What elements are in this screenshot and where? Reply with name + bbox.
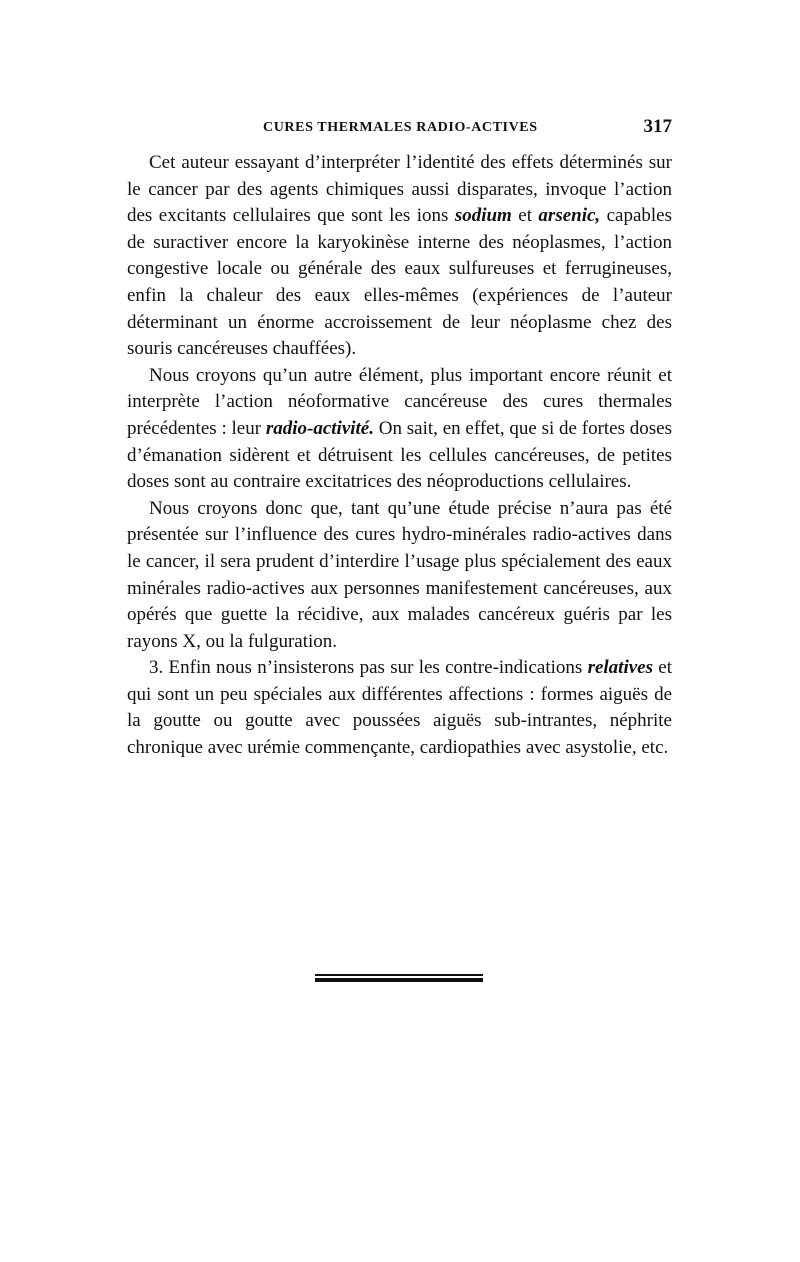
text-segment: capables de suractiver encore la karyokinèse interne des néoplasmes, l’action congestive locale ou générale des eaux sulfureuses et ferrugineuses, enfin la chaleur des eaux elles-mêmes (expériences de l’auteur déterminant un énorme accroissement de leur néoplasme chez des souris cancéreuses chauffées). [127,205,673,360]
text-segment: et [511,205,539,227]
text-segment: 3. Enfin nous n’insisterons pas sur les contre-indications [149,657,588,679]
paragraph-1 [127,150,672,363]
italic-term: arsenic, [538,205,601,227]
paragraph-4 [127,655,672,761]
body-text [127,150,672,762]
italic-term: sodium [454,205,512,227]
end-rule-thin [315,974,483,976]
paragraph-3 [127,496,672,656]
text-segment: Nous croyons qu’un autre élément, plus important encore réunit et interprète l’action néoformative cancéreuse des cures thermales précédentes : leur [127,364,672,439]
text-segment: On sait, en effet, que si de fortes doses d’émanation sidèrent et détruisent les cellules cancéreuses, de petites doses sont au contraire excitatrices des néoproductions cellulaires. [127,417,673,493]
italic-term: radio-activité. [265,417,374,439]
page-number: 317 [643,116,672,137]
text-segment: et qui sont un peu spéciales aux différentes affections : formes aiguës de la goutte ou goutte avec poussées aiguës sub-intrantes, néphrite chronique avec urémie commençante, cardiopathies avec asystolie, etc. [127,657,672,759]
end-rule-thick [315,978,483,982]
text-segment: Cet auteur essayant d’interpréter l’identité des effets déterminés sur le cancer par des agents chimiques aussi disparates, invoque l’action des excitants cellulaires que sont les ions [127,152,672,227]
text-segment: Nous croyons donc que, tant qu’une étude précise n’aura pas été présentée sur l’influence des cures hydro-minérales radio-actives dans le cancer, il sera prudent d’interdire l’usage plus spécialement des eaux minérales radio-actives aux personnes manifestement cancéreuses, aux opérés que guette la récidive, aux malades cancéreux guéris par les rayons X, ou la fulguration. [127,497,672,652]
paragraph-2 [127,363,672,496]
running-header [127,116,672,140]
running-title: CURES THERMALES RADIO-ACTIVES [263,120,538,135]
italic-term: relatives [587,657,653,679]
